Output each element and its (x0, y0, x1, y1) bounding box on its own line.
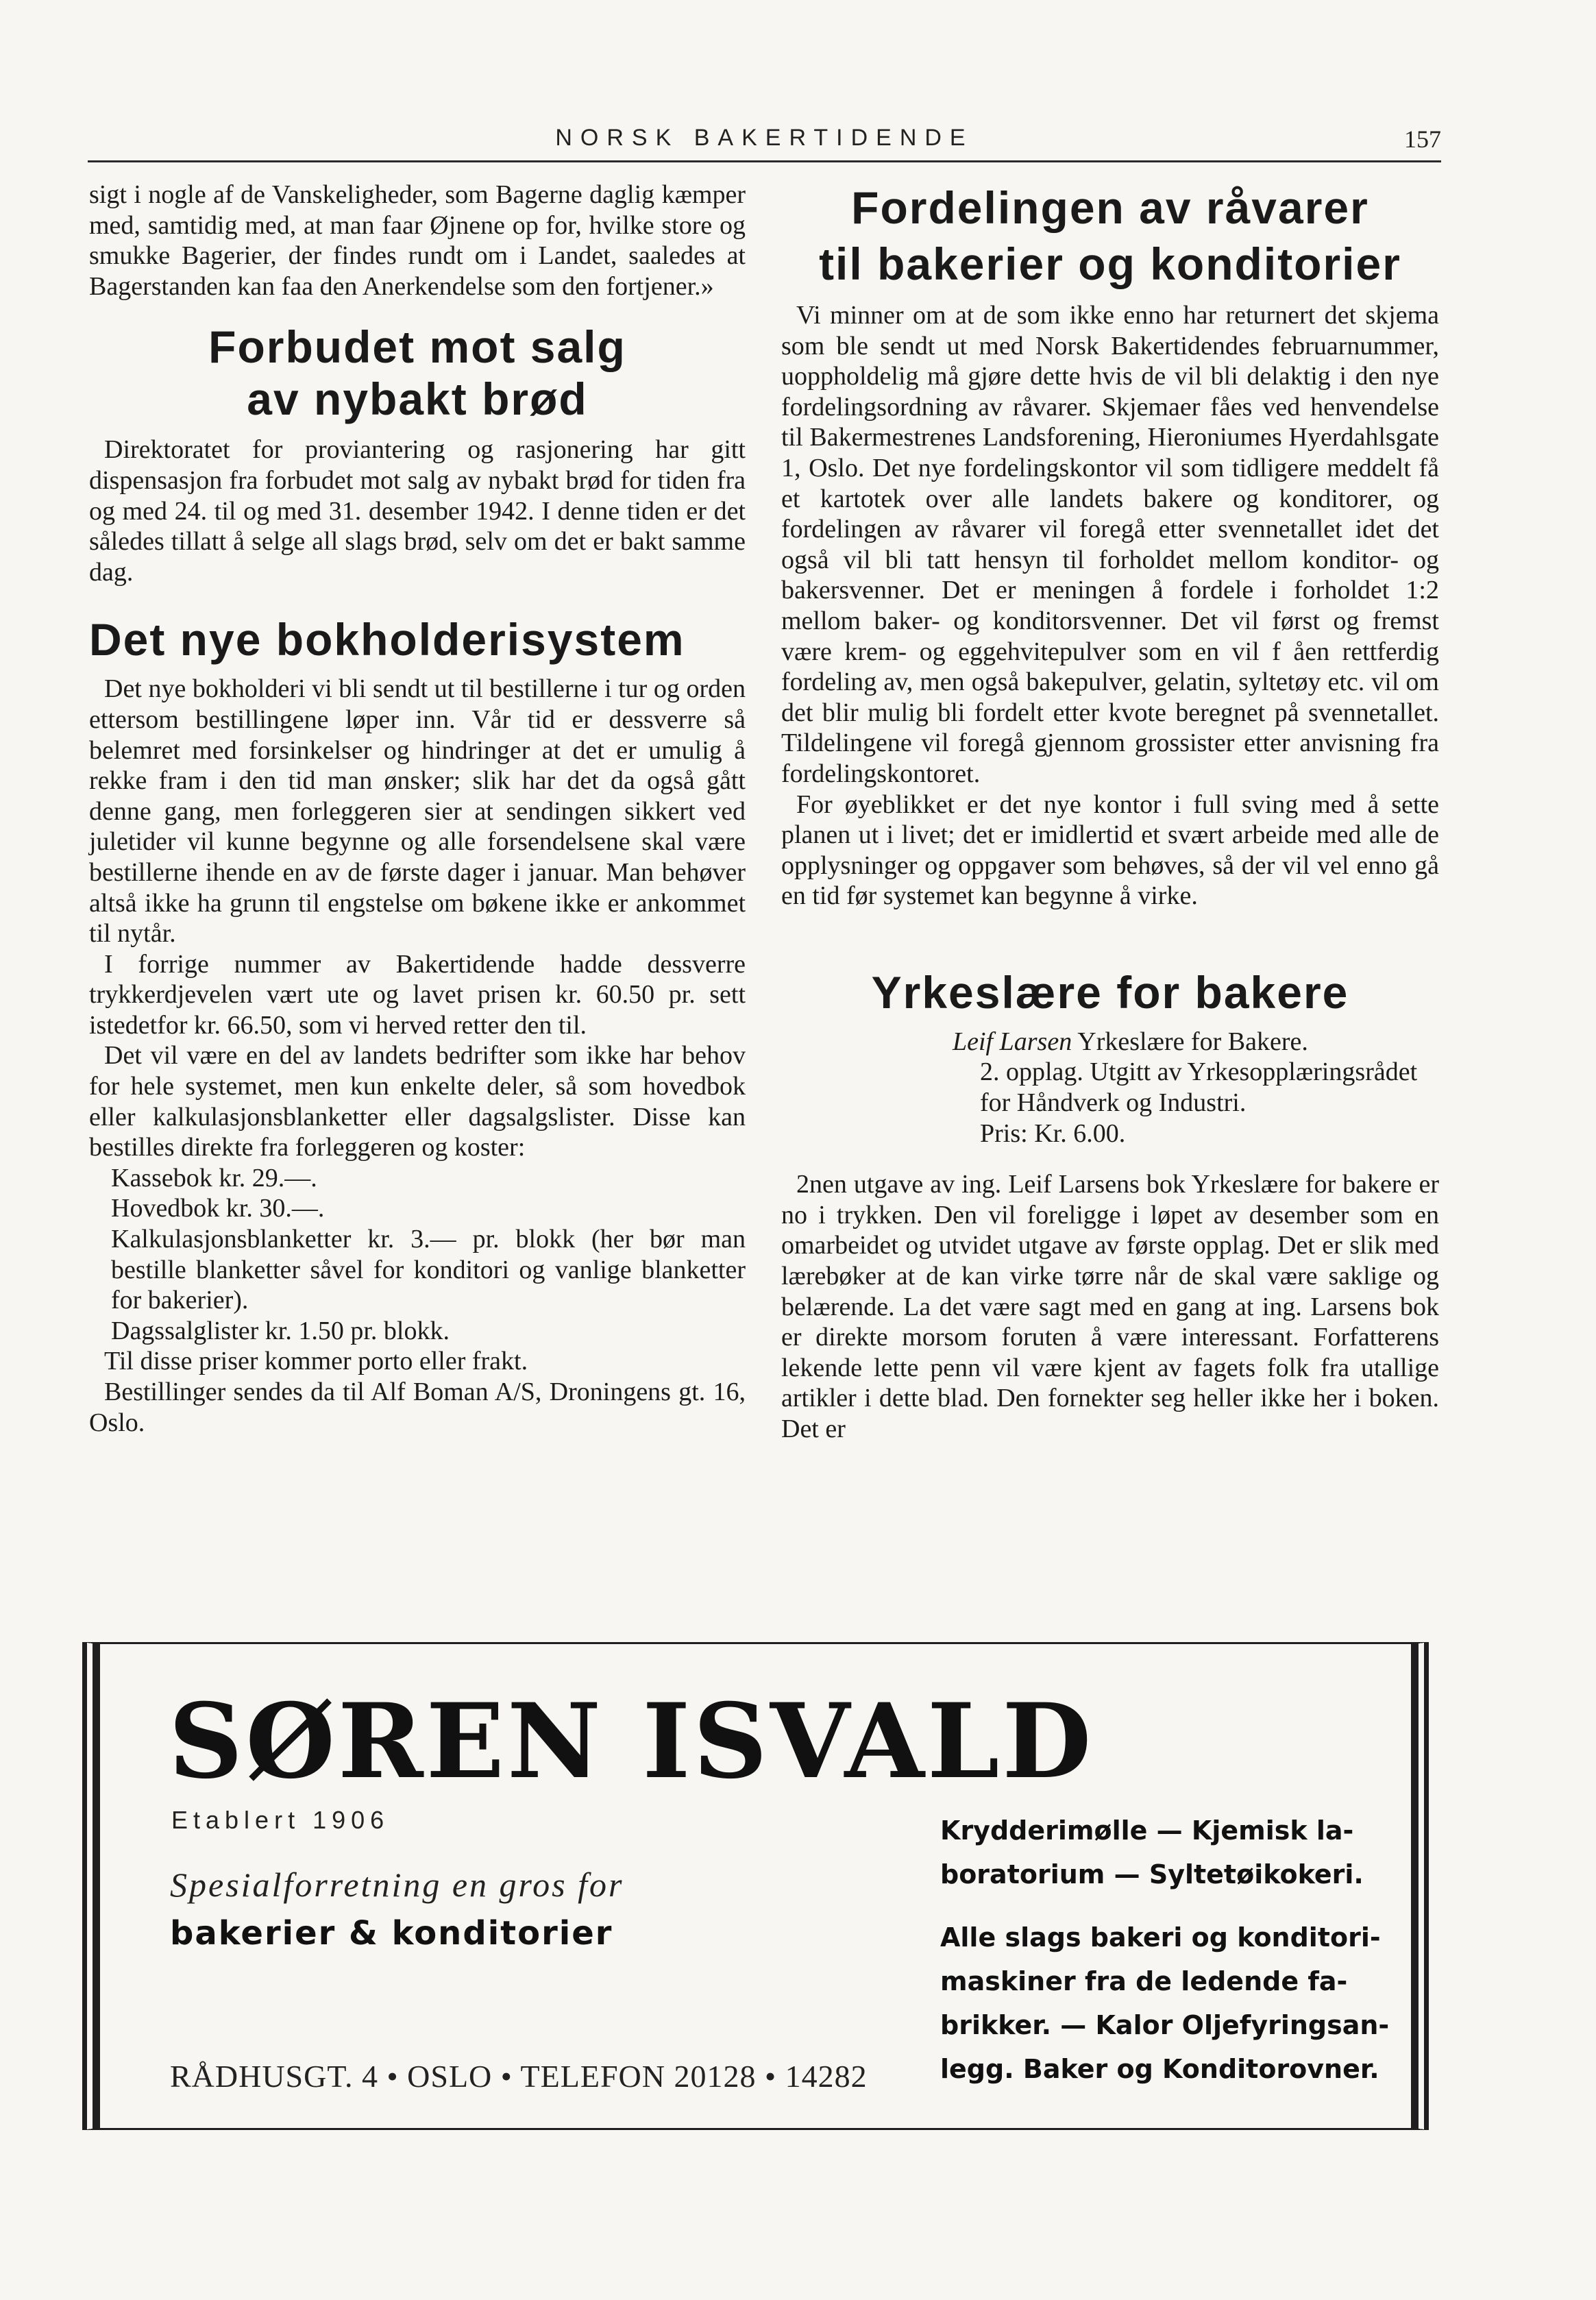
heading-yrkeslaere: Yrkeslære for bakere (871, 966, 1349, 1018)
forbudet-paragraph: Direktoratet for proviantering og rasjonering har gitt dispensasjon fra forbudet mot salg av nybakt brød for tiden fra og med 24. til og med 31. desember 1942. I denne tiden er det således tillatt å selge all slags brød, selv om det er bakt samme dag. (89, 435, 746, 587)
heading-fordeling-line2: til bakerier og konditorier (819, 238, 1401, 289)
bokholderi-paragraph-5: Bestillinger sendes da til Alf Boman A/S, Droningens gt. 16, Oslo. (89, 1378, 746, 1437)
machines-line: legg. Baker og Konditorovner. (940, 2054, 1379, 2084)
advertiser-address: RÅDHUSGT. 4 • OSLO • TELEFON 20128 • 14282 (170, 2059, 868, 2094)
heading-forbudet (89, 321, 746, 425)
heading-fordeling-line1: Fordelingen av råvarer (851, 182, 1369, 233)
book-title-line (953, 1027, 1439, 1057)
book-edition: 2. opplag. Utgitt av Yrkesopplæringsrådet for Håndverk og Industri. (980, 1057, 1418, 1118)
running-header (88, 125, 1441, 162)
machines-line: brikker. — Kalor Oljefyringsan- (940, 2010, 1390, 2040)
advertiser-logo: SØREN ISVALD (169, 1681, 1094, 1802)
price-list-item: Dagssalglister kr. 1.50 pr. blokk. (111, 1316, 450, 1345)
bokholderi-paragraph-2: I forrige nummer av Bakertidende hadde dessverre trykkerdjevelen vært ute og lavet prisen kr. 60.50 pr. sett istedetfor kr. 66.50, som vi herved retter den til. (89, 949, 746, 1040)
services-line: Krydderimølle — Kjemisk la- (940, 1815, 1354, 1846)
heading-fordeling (781, 180, 1439, 292)
left-column (89, 180, 746, 1438)
publication-title: NORSK BAKERTIDENDE (555, 125, 974, 151)
machines-line: maskiner fra de ledende fa- (940, 1966, 1348, 1996)
fordeling-paragraph-1: Vi minner om at de som ikke enno har returnert det skjema som ble sendt ut med Norsk Bakertidendes februarnummer, uoppholdelig må gjøre dette hvis de vil bli delaktig i den nye fordelingsordning av råvarer. Skjemaer fåes ved henvendelse til Bakermestrenes Landsforening, Hieroniumes Hyerdahlsgate 1, Oslo. Det nye fordelingskontor vil som tidligere meddelt få et kartotek over alle landets bakere og konditorer, og fordelingen av råvarer vil foregå etter svennetallet idet det også vil bli tatt hensyn til forholdet mellom konditor- og bakersvenner. Det er meningen å fordele i forholdet 1:2 mellom baker- og konditorsvenner. Det vil først og fremst være krem- og eggehvitepulver som en vil f åen rettferdig fordeling av, men også bakepulver, gelatin, syltetøy etc. vil om det blir mulig bli fordelt etter kvote beregnet på svennetallet. Tildelingene vil foregå gjennom grossister etter anvisning fra fordelingskontoret. (781, 301, 1439, 788)
price-list-item: Kassebok kr. 29.—. (111, 1163, 317, 1192)
specialty-line-1: Spesialforretning en gros for (170, 1865, 624, 1904)
right-column (781, 180, 1439, 1445)
established-line: Etablert 1906 (171, 1806, 390, 1834)
bokholderi-paragraph-1: Det nye bokholderi vi bli sendt ut til bestillerne i tur og orden ettersom bestillingene løper inn. Vår tid er dessverre så belemret med forsinkelser og hindringer at det er umulig å rekke fram i den tid man ønsker; slik har det da også gått denne gang, men forleggeren sier at sendingen sikkert ved juletider vil kunne begynne og alle forsendelsene skal være bestillerne ihende en av de første dager i januar. Man behøver altså ikke ha grunn til engstelse om bøkene ikke er ankommet til nytår. (89, 674, 746, 949)
book-reference (953, 1027, 1439, 1149)
price-list-item: Hovedbok kr. 30.—. (111, 1194, 325, 1223)
page-number: 157 (1404, 125, 1441, 153)
book-price: Pris: Kr. 6.00. (980, 1118, 1126, 1148)
advertisement-box (82, 1642, 1429, 2130)
machines-line: Alle slags bakeri og konditori- (940, 1922, 1381, 1953)
intro-paragraph: sigt i nogle af de Vanskeligheder, som Bagerne daglig kæmper med, samtidig med, at man faar Øjnene op for, hvilke store og smukke Bagerier, der findes rundt om i Landet, saaledes at Bagerstanden kan faa den Anerkendelse som den fortjener.» (89, 180, 746, 301)
yrkes-paragraph: 2nen utgave av ing. Leif Larsens bok Yrkeslære for bakere er no i trykken. Den vil foreligge i løpet av desember som en omarbeidet og utvidet utgave av første opplag. Det er slik med lærebøker at de kan virke tørre når de skal være saklige og belærende. La det være sagt med en gang at ing. Larsens bok er direkte morsom foruten å være interessant. Forfatterens lekende lette penn vil være kjent av fagets folk fra utallige artikler i dette blad. Den fornekter seg heller ikke her i boken. Det er (781, 1170, 1439, 1443)
heading-forbudet-line2: av nybakt brød (247, 374, 588, 425)
heading-forbudet-line1: Forbudet mot salg (208, 321, 626, 373)
book-author: Leif Larsen (953, 1027, 1072, 1056)
advertisement-services (940, 1809, 1392, 2091)
services-line: boratorium — Syltetøikokeri. (940, 1859, 1364, 1889)
bokholderi-paragraph-4: Til disse priser kommer porto eller frakt. (104, 1347, 528, 1376)
specialty-line-2: bakerier & konditorier (170, 1914, 613, 1953)
book-title: Yrkeslære for Bakere. (1072, 1027, 1308, 1056)
heading-bokholderi: Det nye bokholderisystem (89, 614, 685, 665)
price-list-item: Kalkulasjonsblanketter kr. 3.— pr. blokk (her bør man bestille blanketter såvel for konditori og vanlige blanketter for bakerier). (111, 1225, 746, 1315)
bokholderi-paragraph-3: Det vil være en del av landets bedrifter som ikke har behov for hele systemet, men kun enkelte deler, så som hovedbok eller kalkulasjonsblanketter eller dagsalgslister. Disse kan bestilles direkte fra forleggeren og koster: (89, 1041, 746, 1162)
fordeling-paragraph-2: For øyeblikket er det nye kontor i full sving med å sette planen ut i livet; det er imidlertid et svært arbeide med alle de opplysninger og oppgaver som behøves, så der vil vel enno gå en tid før systemet kan begynne å virke. (781, 790, 1439, 911)
